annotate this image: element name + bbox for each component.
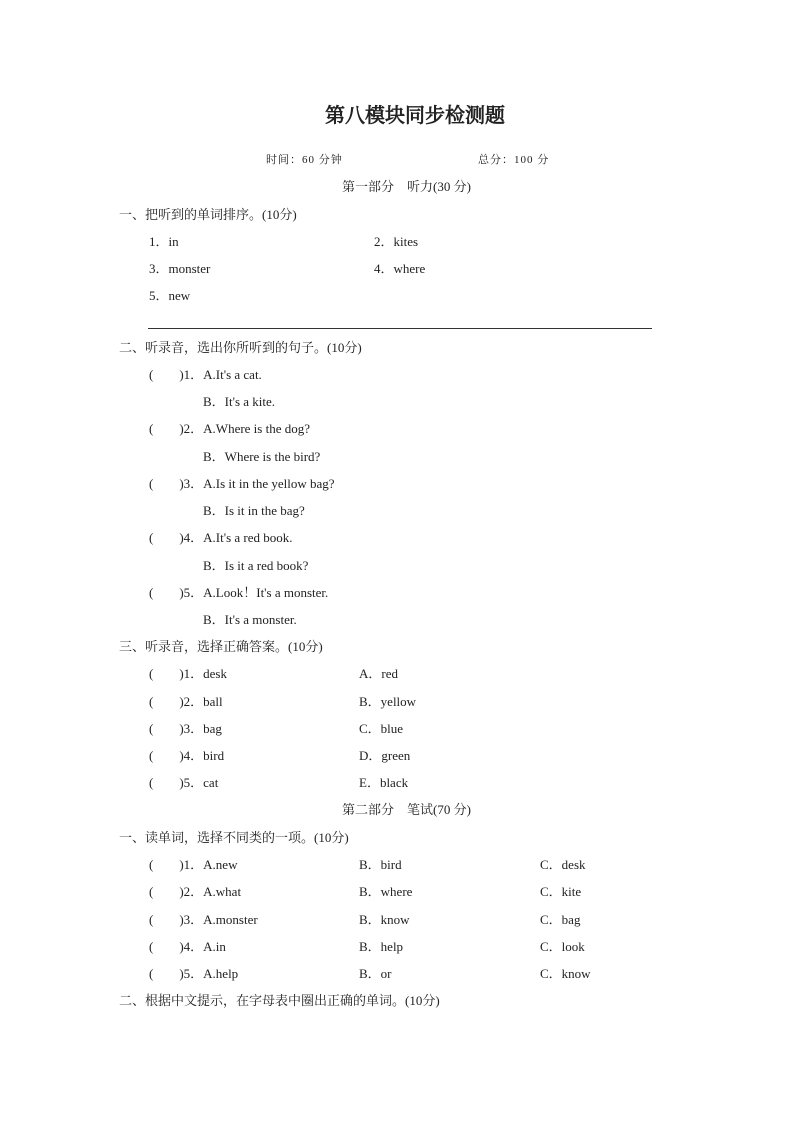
s2-question-b: B．It's a monster. bbox=[203, 612, 297, 627]
page-title: 第八模块同步检测题 bbox=[325, 105, 505, 127]
s3-left: ( )5．cat bbox=[149, 775, 219, 790]
s3-left: ( )3．bag bbox=[149, 721, 222, 736]
s1-item: 4．where bbox=[374, 261, 426, 276]
w1-option-a: ( )2．A.what bbox=[149, 884, 242, 899]
s2-question-a: ( )4．A.It's a red book. bbox=[149, 530, 293, 545]
s2-heading: 二、听录音，选出你所听到的句子。(10分) bbox=[119, 340, 362, 355]
s2-question-b: B．Is it a red book? bbox=[203, 558, 309, 573]
part2-heading: 第二部分 笔试(70 分) bbox=[342, 802, 471, 817]
s1-heading: 一、把听到的单词排序。(10分) bbox=[119, 207, 297, 222]
w2-heading: 二、根据中文提示，在字母表中圈出正确的单词。(10分) bbox=[119, 993, 440, 1008]
s2-question-a: ( )2．A.Where is the dog? bbox=[149, 421, 311, 436]
s3-left: ( )2．ball bbox=[149, 694, 223, 709]
s1-item: 5．new bbox=[149, 288, 191, 303]
w1-option-b: B．or bbox=[359, 966, 392, 981]
s2-question-a: ( )3．A.Is it in the yellow bag? bbox=[149, 476, 335, 491]
w1-option-c: C．bag bbox=[540, 912, 581, 927]
s3-right: A．red bbox=[359, 666, 398, 681]
s1-item: 1．in bbox=[149, 234, 179, 249]
s2-question-b: B．Is it in the bag? bbox=[203, 503, 305, 518]
w1-option-a: ( )4．A.in bbox=[149, 939, 226, 954]
s3-left: ( )1．desk bbox=[149, 666, 227, 681]
s2-question-b: B．It's a kite. bbox=[203, 394, 276, 409]
w1-option-c: C．know bbox=[540, 966, 591, 981]
s2-question-b: B．Where is the bird? bbox=[203, 449, 321, 464]
exam-total-score: 总分：100 分 bbox=[478, 154, 550, 166]
s2-question-a: ( )1．A.It's a cat. bbox=[149, 367, 262, 382]
s3-right: D．green bbox=[359, 748, 411, 763]
s1-item: 3．monster bbox=[149, 261, 211, 276]
exam-time: 时间：60 分钟 bbox=[266, 154, 343, 166]
w1-option-b: B．help bbox=[359, 939, 404, 954]
s3-left: ( )4．bird bbox=[149, 748, 225, 763]
s1-item: 2．kites bbox=[374, 234, 419, 249]
w1-option-a: ( )5．A.help bbox=[149, 966, 239, 981]
w1-option-b: B．know bbox=[359, 912, 410, 927]
w1-option-c: C．kite bbox=[540, 884, 582, 899]
w1-option-a: ( )1．A.new bbox=[149, 857, 238, 872]
w1-option-a: ( )3．A.monster bbox=[149, 912, 258, 927]
w1-option-b: B．where bbox=[359, 884, 413, 899]
s3-right: C．blue bbox=[359, 721, 404, 736]
w1-heading: 一、读单词，选择不同类的一项。(10分) bbox=[119, 830, 349, 845]
s3-right: E．black bbox=[359, 775, 409, 790]
s2-question-a: ( )5．A.Look！It's a monster. bbox=[149, 585, 329, 600]
s3-heading: 三、听录音，选择正确答案。(10分) bbox=[119, 639, 323, 654]
w1-option-c: C．desk bbox=[540, 857, 586, 872]
part1-heading: 第一部分 听力(30 分) bbox=[342, 179, 471, 194]
w1-option-b: B．bird bbox=[359, 857, 402, 872]
answer-line bbox=[148, 328, 652, 329]
w1-option-c: C．look bbox=[540, 939, 585, 954]
s3-right: B．yellow bbox=[359, 694, 417, 709]
